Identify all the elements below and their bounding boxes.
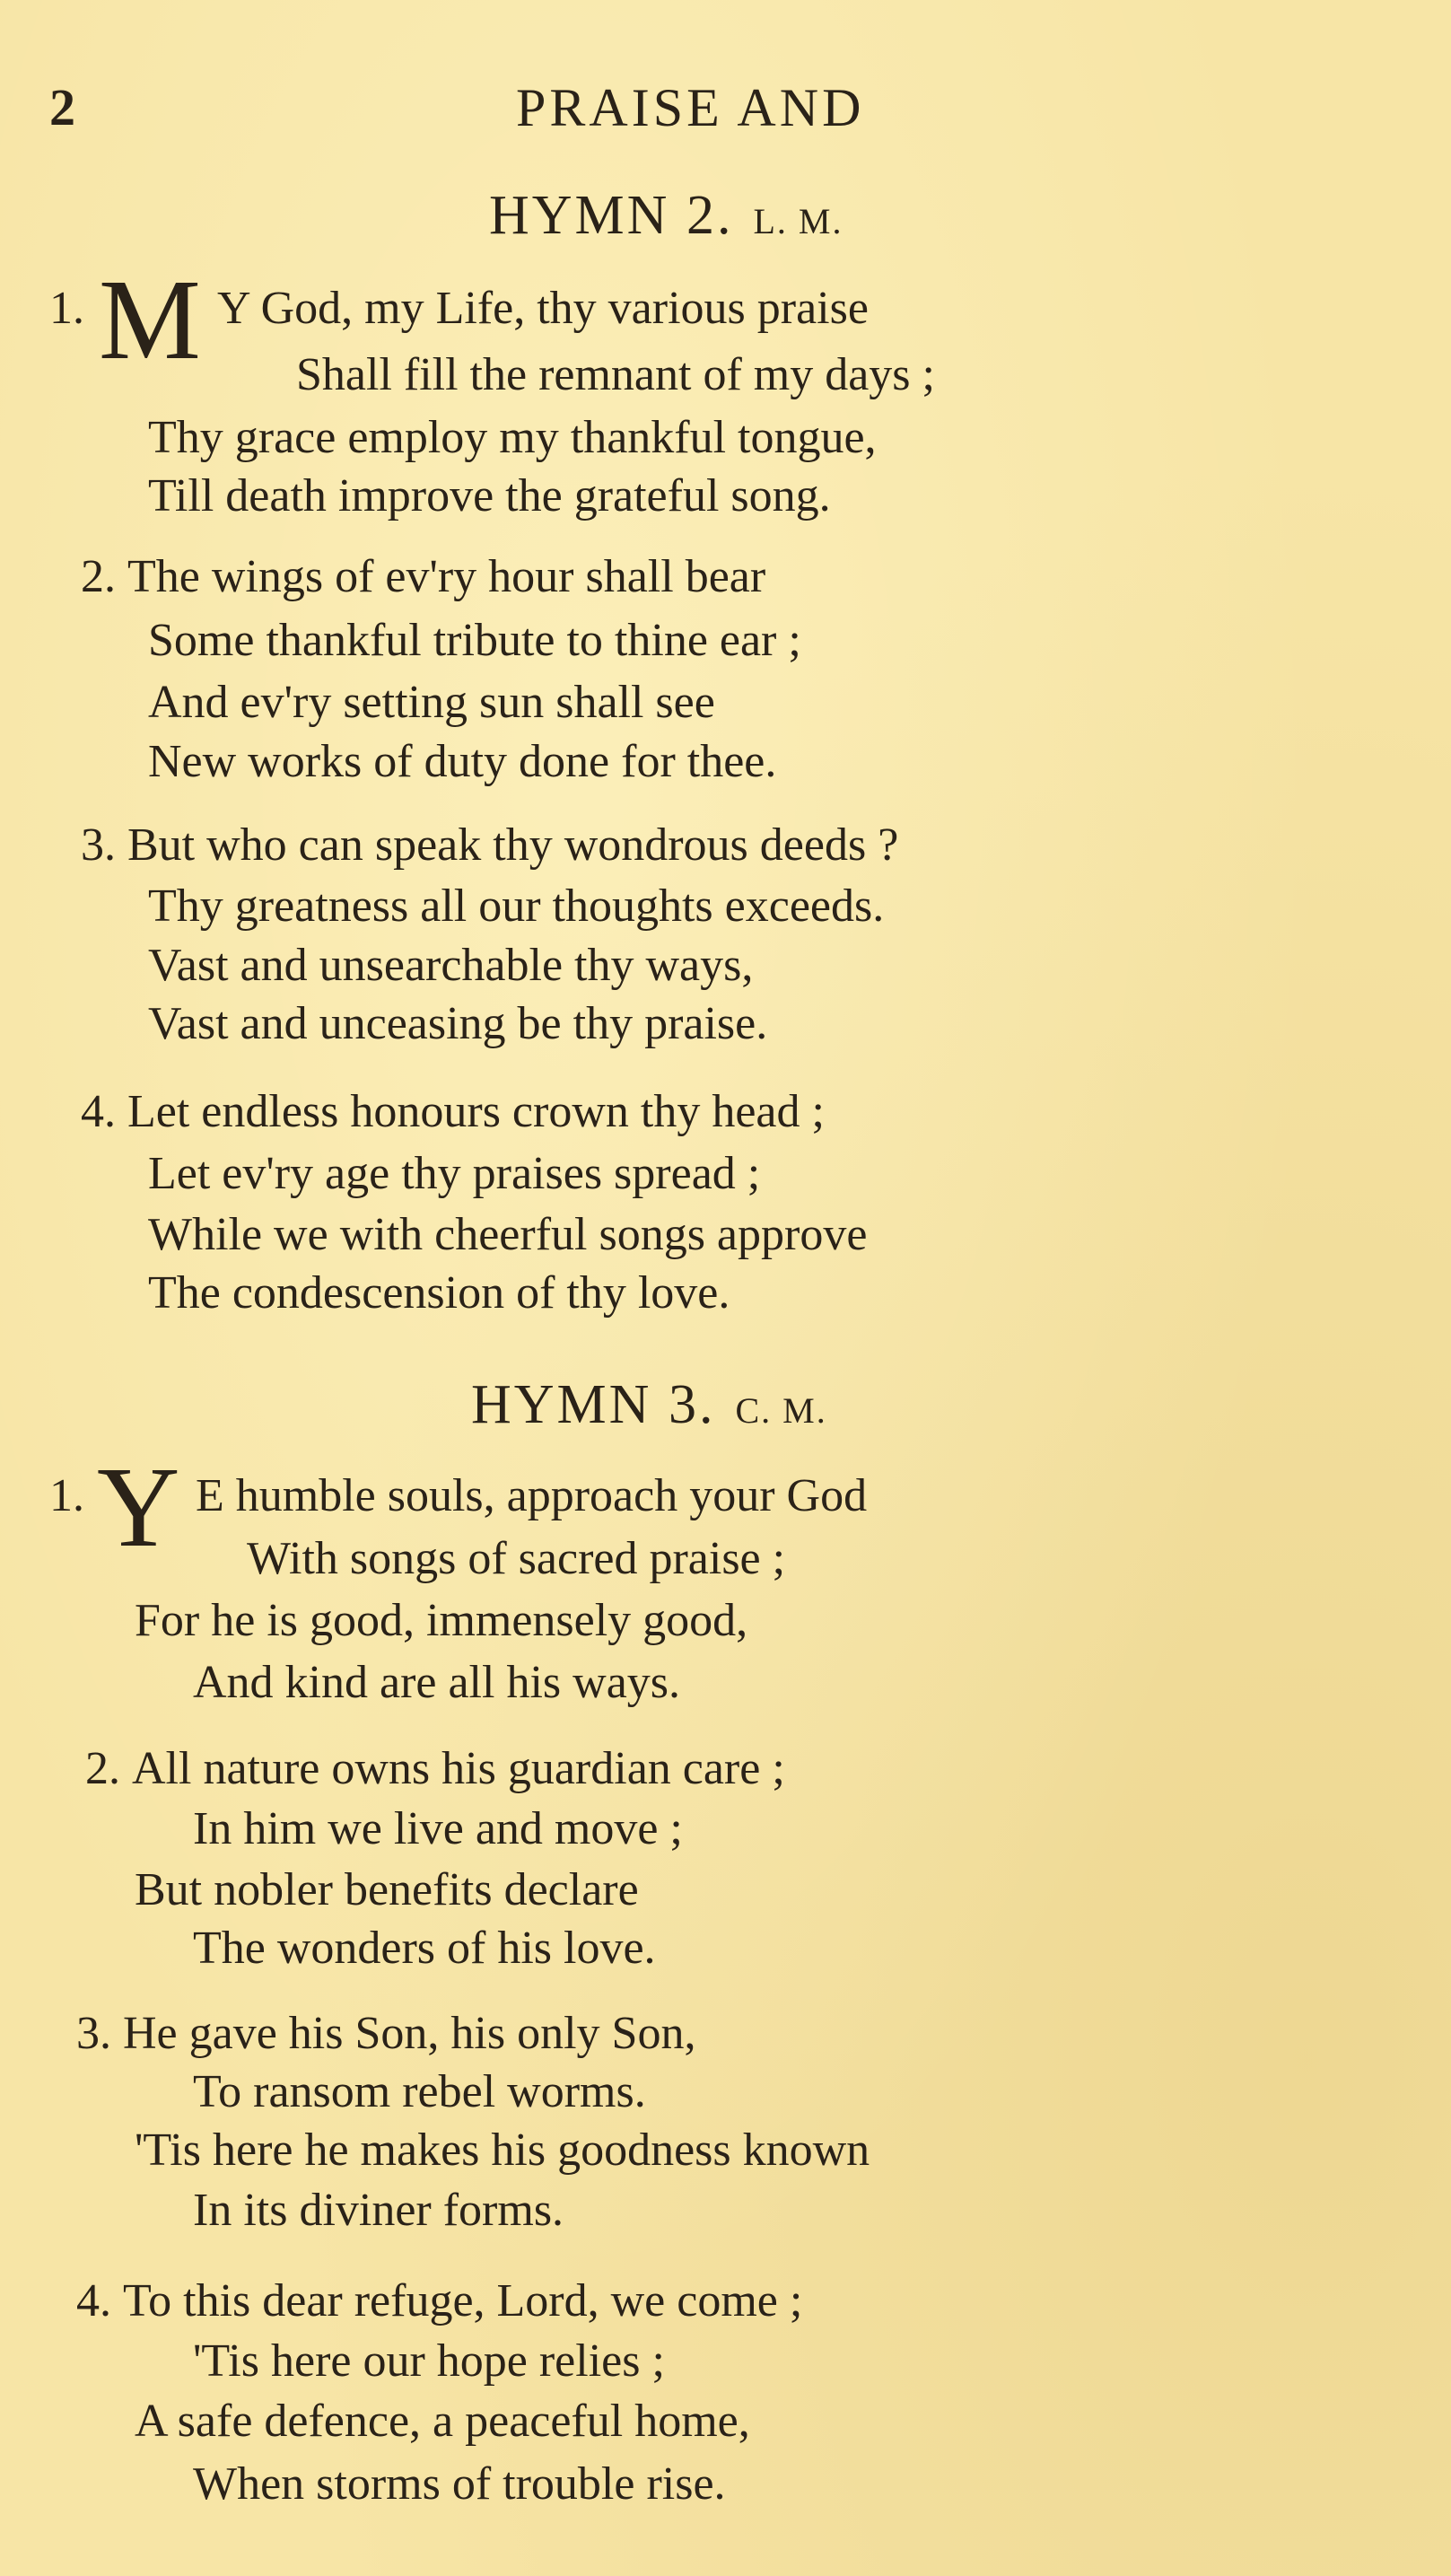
verse-line [76,2008,696,2059]
hymn-number: HYMN 2. [489,185,734,246]
verse-number: 4. [76,2275,111,2326]
verse-line: In him we live and move ; [193,1803,683,1854]
verse-line: While we with cheerful songs approve [148,1209,868,1260]
verse-number: 1. [49,283,84,334]
verse-line: And kind are all his ways. [193,1657,681,1708]
verse-line: When storms of trouble rise. [193,2458,726,2510]
verse-line [81,1086,825,1137]
verse-line: Vast and unceasing be thy praise. [148,998,768,1049]
verse-line: 'Tis here he makes his goodness known [135,2125,870,2176]
hymn-meter: C. M. [735,1390,827,1431]
verse-line [85,1743,785,1794]
hymn-title [471,1373,827,1437]
verse-text: He gave his Son, his only Son, [123,2008,696,2059]
verse-line: But nobler benefits declare [135,1864,639,1915]
verse-line: Thy greatness all our thoughts exceeds. [148,881,885,932]
verse-line [81,551,766,602]
verse-line: The wonders of his love. [193,1923,656,1974]
verse-number: 3. [76,2008,111,2059]
verse-number: 2. [81,551,116,602]
verse-line: In its diviner forms. [193,2185,564,2236]
hymn-meter: L. M. [753,201,844,241]
verse-line: With songs of sacred praise ; [247,1533,786,1584]
drop-cap: M [99,256,201,383]
verse-line: Shall fill the remnant of my days ; [296,349,935,400]
verse-line [76,2275,803,2326]
hymn-number: HYMN 3. [471,1374,716,1435]
verse-text: Let endless honours crown thy head ; [127,1086,825,1137]
verse-number: 2. [85,1743,120,1794]
verse-line: The condescension of thy love. [148,1267,730,1319]
verse-line: For he is good, immensely good, [135,1595,748,1646]
drop-cap: Y [97,1443,180,1571]
verse-line: Thy grace employ my thankful tongue, [148,412,877,463]
verse-line [49,285,96,332]
verse-text: All nature owns his guardian care ; [132,1743,785,1794]
verse-line [49,1470,96,1521]
verse-line: New works of duty done for thee. [148,736,777,787]
verse-number: 3. [81,819,116,871]
verse-text: The wings of ev'ry hour shall bear [127,551,766,602]
verse-line: Till death improve the grateful song. [148,470,831,521]
verse-line: A safe defence, a peaceful home, [135,2396,750,2447]
verse-line: Y God, my Life, thy various praise [217,283,869,334]
verse-number: 4. [81,1086,116,1137]
verse-line: Vast and unsearchable thy ways, [148,940,754,991]
hymn-title [489,184,843,248]
page-header [0,77,1451,149]
verse-text: But who can speak thy wondrous deeds ? [127,819,899,871]
verse-text: To this dear refuge, Lord, we come ; [123,2275,803,2326]
verse-line: E humble souls, approach your God [196,1470,868,1521]
verse-line: Some thankful tribute to thine ear ; [148,615,801,666]
page-number: 2 [49,78,75,136]
verse-line: And ev'ry setting sun shall see [148,677,715,728]
verse-number: 1. [49,1470,84,1521]
verse-line: Let ev'ry age thy praises spread ; [148,1148,761,1199]
verse-line: 'Tis here our hope relies ; [193,2335,665,2387]
verse-line [81,819,899,871]
running-head: PRAISE AND [516,78,865,137]
verse-line: To ransom rebel worms. [193,2066,646,2117]
